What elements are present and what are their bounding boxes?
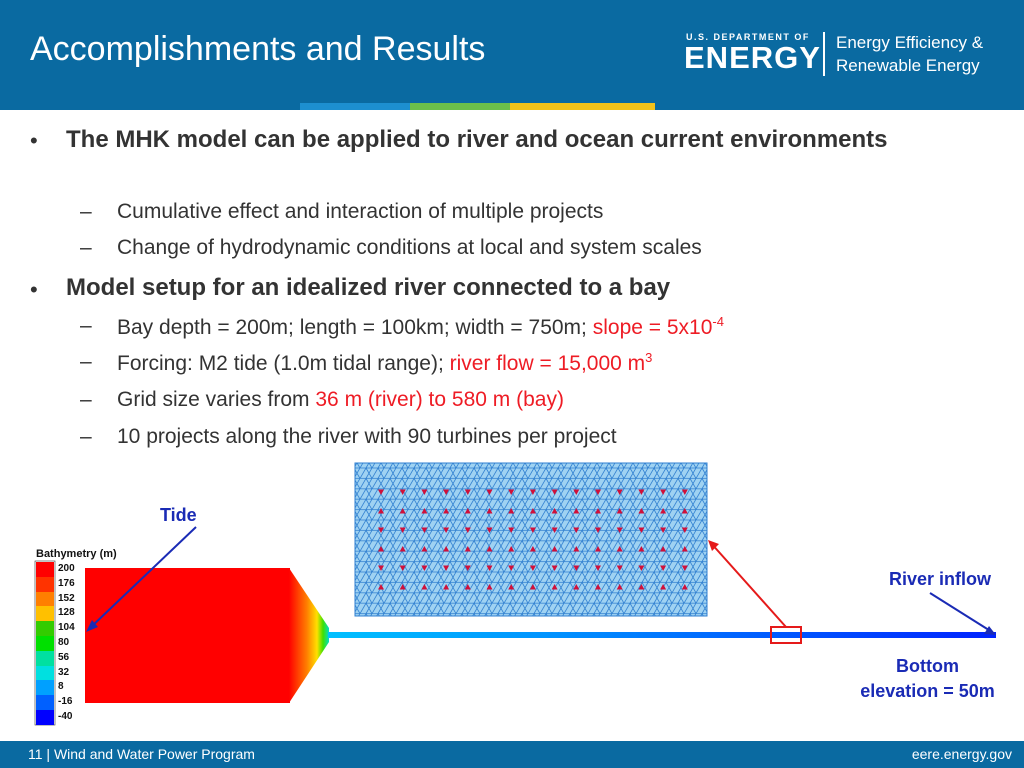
- dash-marker: –: [80, 236, 92, 259]
- legend-swatch: [36, 680, 54, 695]
- sub-bullet-highlight: slope = 5x10: [592, 316, 713, 339]
- bullet-1-text: The MHK model can be applied to river and ocean current environments: [66, 126, 888, 153]
- legend-swatch: [36, 592, 54, 607]
- legend-label: 56: [58, 651, 70, 663]
- legend-label: 104: [58, 622, 75, 634]
- sub-bullet-plain: Forcing: M2 tide (1.0m tidal range);: [117, 352, 450, 375]
- legend-label: 32: [58, 666, 70, 678]
- sub-bullet-superscript: 3: [645, 350, 653, 365]
- legend-swatch: [36, 562, 54, 577]
- sub-bullet-1-2: Change of hydrodynamic conditions at local and system scales: [117, 236, 702, 259]
- legend-swatch: [36, 710, 54, 725]
- legend-swatch: [36, 636, 54, 651]
- sub-bullet-highlight: river flow = 15,000 m: [449, 352, 646, 375]
- sub-bullet-superscript: -4: [712, 314, 724, 329]
- legend-swatch: [36, 651, 54, 666]
- label-bottom-line2: elevation = 50m: [860, 681, 995, 701]
- legend-swatch: [36, 606, 54, 621]
- sub-bullet-2-4: 10 projects along the river with 90 turbines per project: [117, 425, 617, 448]
- sub-bullet-plain: Bay depth = 200m; length = 100km; width = 750m;: [117, 316, 593, 339]
- label-bottom-line1: Bottom: [896, 656, 959, 676]
- legend-label: 176: [58, 577, 75, 589]
- legend-label: 8: [58, 681, 64, 693]
- legend-swatch: [36, 666, 54, 681]
- dash-marker: –: [80, 314, 92, 337]
- legend-swatch: [36, 621, 54, 636]
- dash-marker: –: [80, 425, 92, 448]
- sub-bullet-1-1: Cumulative effect and interaction of multiple projects: [117, 200, 604, 223]
- footer-page-info: 11 | Wind and Water Power Program: [28, 746, 255, 762]
- dash-marker: –: [80, 388, 92, 411]
- legend-label: -40: [58, 711, 73, 722]
- legend-swatch: [36, 695, 54, 710]
- legend-label: 128: [58, 607, 75, 619]
- bullet-2-text: Model setup for an idealized river connected to a bay: [66, 274, 671, 301]
- footer-website: eere.energy.gov: [911, 746, 1012, 762]
- bay-transition: [289, 568, 329, 703]
- bay-region: [85, 568, 290, 703]
- doe-logo-energy: ENERGY: [684, 40, 821, 75]
- river-inflow-arrow: [930, 593, 992, 632]
- slide-title: Accomplishments and Results: [30, 30, 486, 68]
- sub-bullet-plain: Grid size varies from: [117, 388, 316, 411]
- mesh-inset: [355, 463, 707, 616]
- footer-bar: [0, 741, 1024, 768]
- legend-label: 200: [58, 563, 75, 574]
- dash-marker: –: [80, 200, 92, 223]
- bullet-marker: •: [30, 128, 38, 153]
- office-name-line2: Renewable Energy: [836, 56, 980, 75]
- label-bottom-elevation: [850, 654, 1005, 704]
- river-channel: [328, 632, 996, 638]
- doe-logo-top-text: U.S. DEPARTMENT OF: [686, 32, 810, 42]
- callout-arrow: [710, 542, 786, 627]
- label-tide: Tide: [160, 505, 197, 525]
- label-river-inflow: River inflow: [889, 569, 992, 589]
- legend-label: 152: [58, 592, 75, 604]
- sub-bullet-highlight: 36 m (river) to 580 m (bay): [315, 388, 564, 411]
- legend-swatch: [36, 577, 54, 592]
- bullet-marker: •: [30, 277, 38, 302]
- legend-title: Bathymetry (m): [36, 548, 117, 560]
- legend-label: -16: [58, 696, 73, 708]
- office-name-line1: Energy Efficiency &: [836, 33, 984, 52]
- legend-label: 80: [58, 637, 70, 648]
- dash-marker: –: [80, 350, 92, 373]
